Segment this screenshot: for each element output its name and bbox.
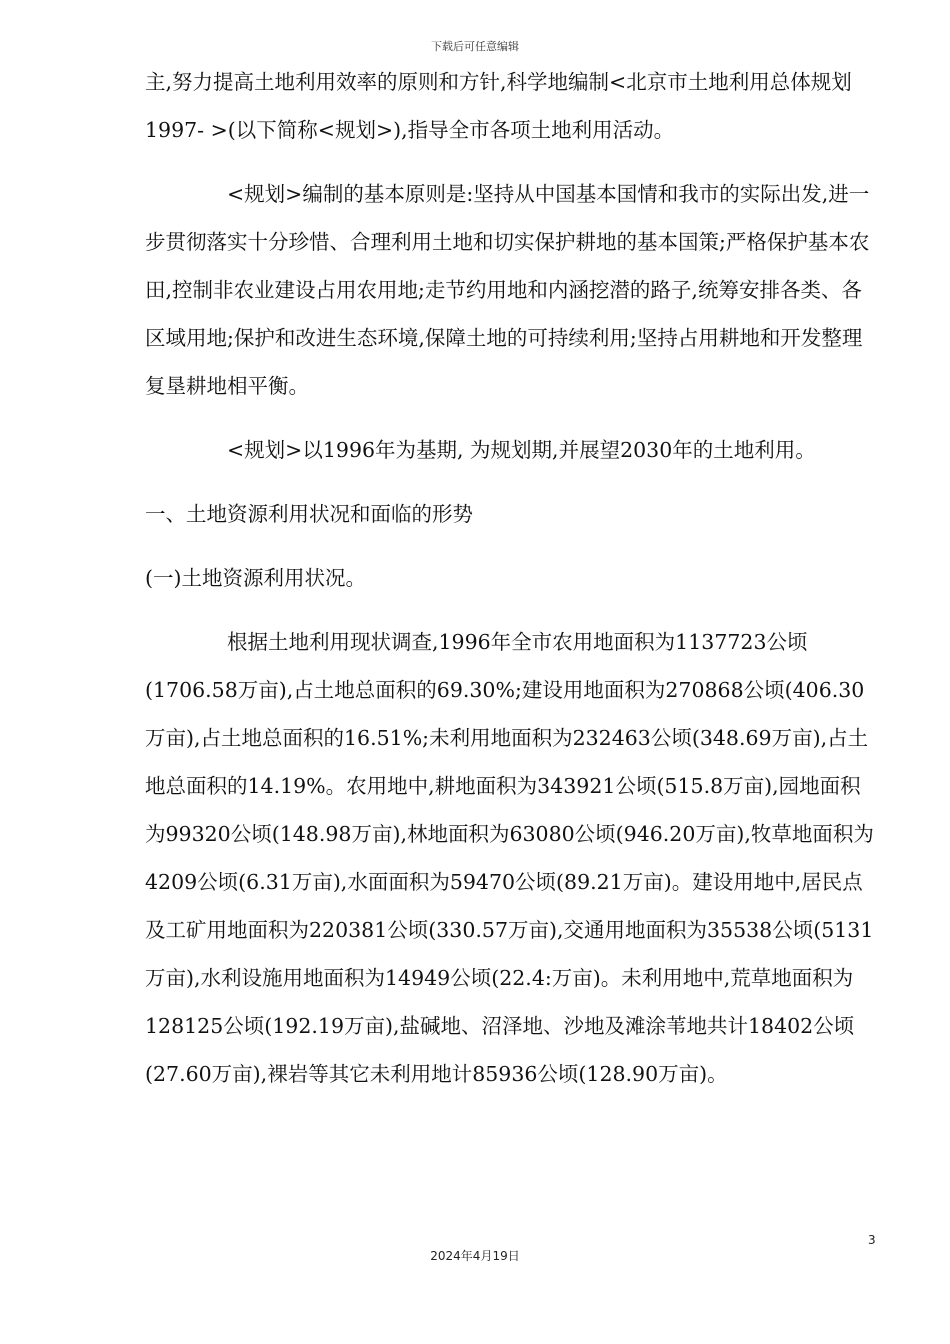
page-footer-date: 2024年4月19日 <box>430 1249 520 1263</box>
paragraph-continuation: 主,努力提高土地利用效率的原则和方针,科学地编制<北京市土地利用总体规划1997- >(以下简称<规划>),指导全市各项土地利用活动。 <box>145 70 852 142</box>
page-header: 下载后可任意编辑 <box>431 40 519 53</box>
paragraph-base-period: <规划>以1996年为基期, 为规划期,并展望2030年的土地利用。 <box>227 438 816 462</box>
page-number: 3 <box>868 1233 876 1247</box>
paragraph-land-statistics: 根据土地利用现状调查,1996年全市农用地面积为1137723公顷(1706.58万亩),占土地总面积的69.30%;建设用地面积为270868公顷(406.30万亩),占土地总面积的16.51%;未利用地面积为232463公顷(348.69万亩),占土地总面积的14.19%。农用地中,耕地面积为343921公顷(515.8万亩),园地面积为99320公顷(148.98万亩),林地面积为63080公顷(946.20万亩),牧草地面积为4209公顷(6.31万亩),水面面积为59470公顷(89.21万亩)。建设用地中,居民点及工矿用地面积为220381公顷(330.57万亩),交通用地面积为35538公顷(5131万亩),水利设施用地面积为14949公顷(22.4:万亩)。未利用地中,荒草地面积为128125公顷(192.19万亩),盐碱地、沼泽地、沙地及滩涂苇地共计18402公顷(27.60万亩),裸岩等其它未利用地计85936公顷(128.90万亩)。 <box>145 630 874 1086</box>
subsection-heading: (一)土地资源利用状况。 <box>145 566 366 590</box>
section-heading: 一、土地资源利用状况和面临的形势 <box>145 502 473 526</box>
document-body <box>145 58 880 1098</box>
paragraph-principles: <规划>编制的基本原则是:坚持从中国基本国情和我市的实际出发,进一步贯彻落实十分珍惜、合理利用土地和切实保护耕地的基本国策;严格保护基本农田,控制非农业建设占用农用地;走节约用地和内涵挖潜的路子,统筹安排各类、各区域用地;保护和改进生态环境,保障土地的可持续利用;坚持占用耕地和开发整理复垦耕地相平衡。 <box>145 182 870 398</box>
